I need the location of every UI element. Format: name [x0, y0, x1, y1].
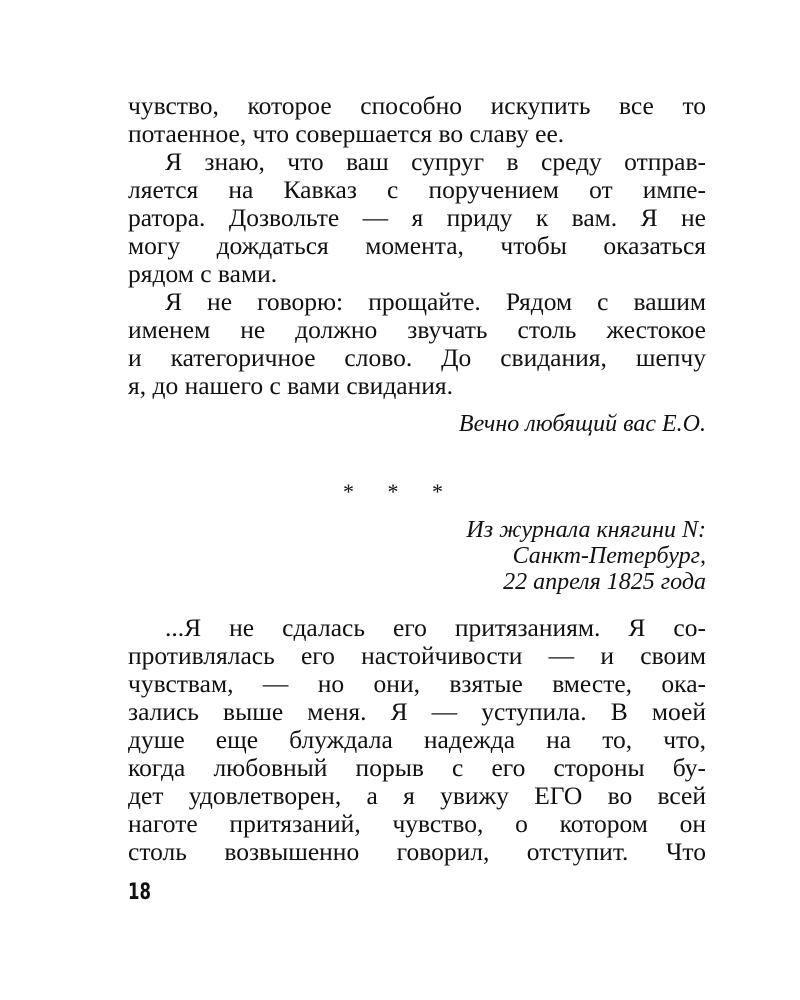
section-separator: * * * [343, 479, 457, 504]
text-line: чувствам, — но они, взятые вместе, ока- [128, 669, 706, 698]
text-line: могу дождаться момента, чтобы оказаться [128, 231, 706, 260]
letter-signature: Вечно любящий вас Е.О. [458, 411, 706, 437]
text-line: ...Я не сдалась его притязаниям. Я со- [165, 613, 706, 642]
text-line: именем не должно звучать столь жестокое [128, 315, 706, 344]
epigraph-line: Санкт-Петербург, [512, 543, 706, 569]
text-line: потаенное, что совершается во славу ее. [128, 119, 565, 148]
text-line: ляется на Кавказ с поручением от импе- [128, 175, 706, 204]
text-line: столь возвышенно говорил, отступит. Что [128, 837, 706, 866]
text-line: когда любовный порыв с его стороны бу- [128, 753, 706, 782]
text-line: Я знаю, что ваш супруг в среду отправ- [165, 147, 706, 176]
text-line: противлялась его настойчивости — и своим [128, 641, 706, 670]
page-number: 18 [128, 880, 151, 905]
text-line: и категоричное слово. До свидания, шепчу [128, 343, 706, 372]
text-line: душе еще блуждала надежда на то, что, [128, 725, 706, 754]
text-line: зались выше меня. Я — уступила. В моей [128, 697, 706, 726]
text-line: рядом с вами. [128, 259, 278, 288]
text-line: ратора. Дозвольте — я приду к вам. Я не [128, 203, 706, 232]
epigraph-line: Из журнала княгини N: [466, 517, 706, 543]
text-line: я, до нашего с вами свидания. [128, 371, 454, 400]
text-line: Я не говорю: прощайте. Рядом с вашим [165, 287, 706, 316]
text-line: наготе притязаний, чувство, о котором он [128, 809, 706, 838]
text-line: дет удовлетворен, а я увижу ЕГО во всей [128, 781, 706, 810]
epigraph-line: 22 апреля 1825 года [503, 569, 706, 595]
text-line: чувство, которое способно искупить все то [128, 91, 706, 120]
